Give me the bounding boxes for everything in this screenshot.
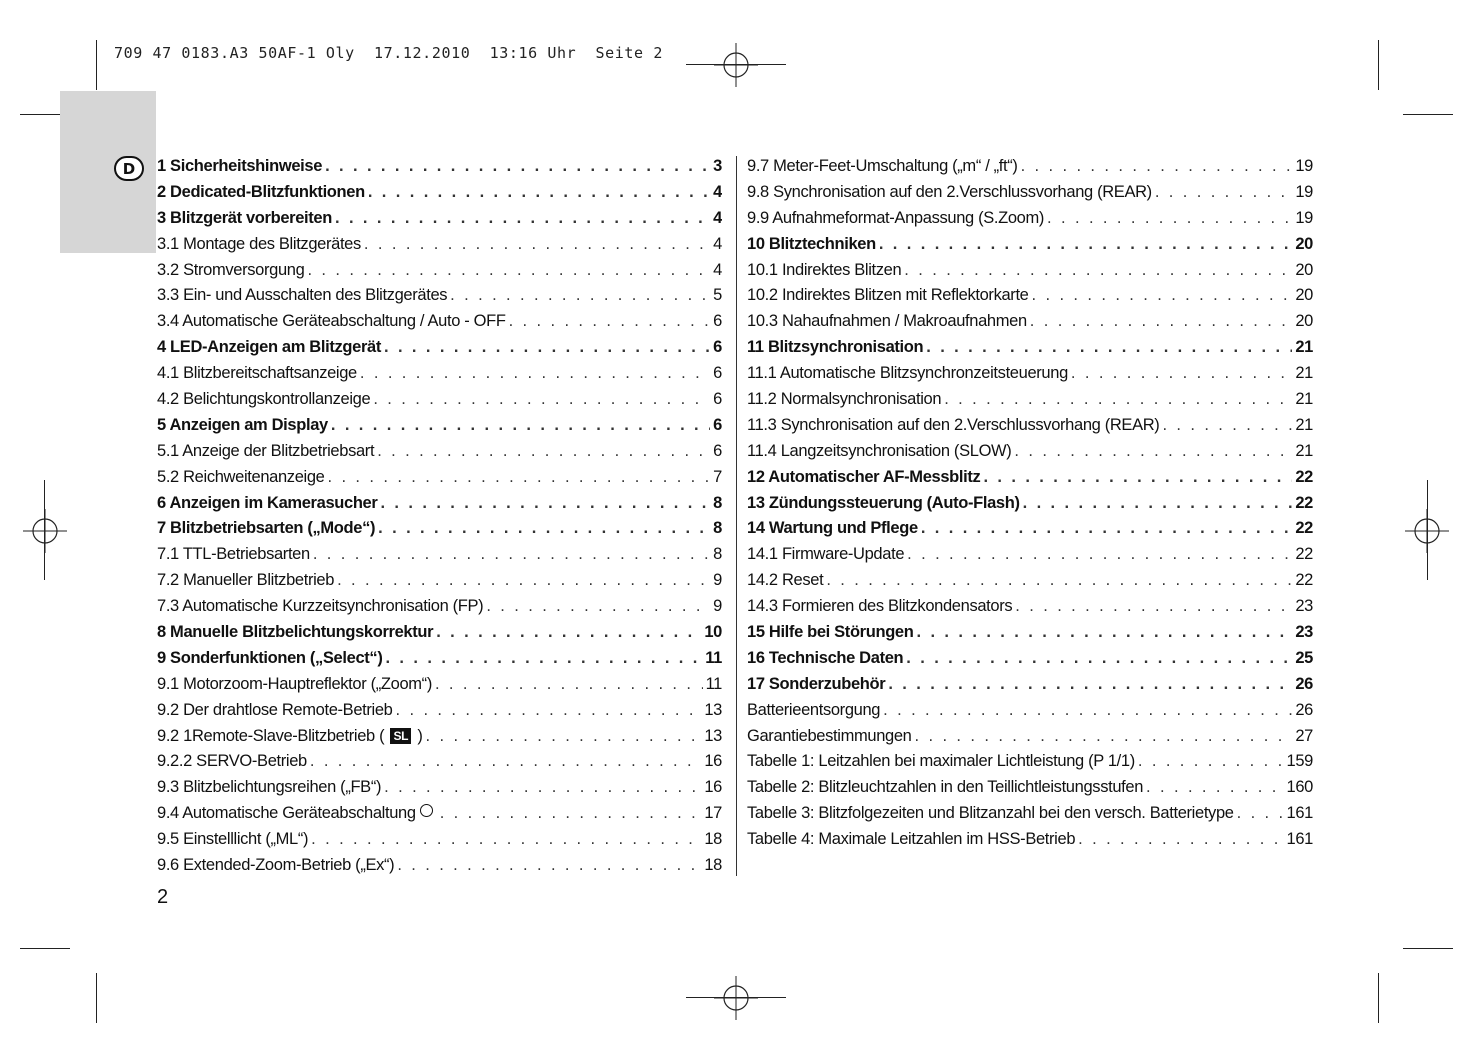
toc-entry[interactable] [157, 801, 722, 827]
toc-chapter-entry[interactable] [157, 516, 722, 542]
toc-entry-title [157, 258, 304, 284]
timer-icon [420, 804, 433, 817]
toc-entry-title-text: 9.6 Extended-Zoom-Betrieb („Ex“) [157, 856, 395, 875]
toc-page-number: 4 [713, 260, 722, 279]
toc-page-number: 4 [713, 234, 722, 253]
toc-entry[interactable] [157, 853, 722, 879]
toc-entry-title [157, 232, 361, 258]
toc-entry-title-text: 9.8 Synchronisation auf den 2.Verschlussvorhang (REAR) [747, 182, 1152, 201]
toc-entry-title-text: 14 Wartung und Pflege [747, 519, 918, 538]
registration-mark-left-icon [23, 509, 67, 553]
toc-dot-leader [1237, 801, 1284, 827]
toc-dot-leader [337, 568, 710, 594]
toc-entry[interactable] [157, 749, 722, 775]
toc-page-number: 26 [1295, 674, 1313, 693]
toc-entry-title [747, 335, 923, 361]
toc-dot-leader [1071, 361, 1292, 387]
toc-page-number: 4 [713, 182, 722, 201]
toc-page-number: 22 [1295, 571, 1313, 590]
toc-dot-leader [883, 698, 1292, 724]
toc-entry[interactable] [747, 361, 1313, 387]
toc-entry-title [157, 646, 382, 672]
toc-dot-leader [509, 309, 711, 335]
toc-page-number: 19 [1295, 182, 1313, 201]
toc-dot-leader [926, 335, 1292, 361]
toc-entry[interactable] [747, 827, 1313, 853]
toc-entry-title [747, 491, 1020, 517]
toc-right-column [747, 154, 1313, 853]
toc-entry-title-text: 11 Blitzsynchronisation [747, 338, 924, 357]
toc-dot-leader [313, 542, 710, 568]
toc-entry[interactable] [747, 206, 1313, 232]
toc-page-number: 21 [1295, 415, 1313, 434]
toc-dot-leader [1138, 749, 1284, 775]
toc-dot-leader [907, 542, 1292, 568]
toc-entry[interactable] [157, 698, 722, 724]
toc-page-number: 20 [1295, 260, 1313, 279]
toc-page-number: 20 [1295, 312, 1313, 331]
toc-entry[interactable] [157, 361, 722, 387]
toc-page-number: 6 [713, 338, 722, 357]
toc-entry-title-text: 14.3 Formieren des Blitzkondensators [747, 597, 1013, 616]
toc-page-number: 13 [704, 700, 722, 719]
toc-dot-leader [1078, 827, 1283, 853]
toc-entry-title-text: Tabelle 2: Blitzleuchtzahlen in den Teillichtleistungsstufen [747, 778, 1144, 797]
toc-page-number: 16 [704, 778, 722, 797]
crop-mark-top-right-horizontal [1403, 114, 1453, 115]
toc-dot-leader [879, 232, 1293, 258]
toc-entry[interactable] [747, 180, 1313, 206]
toc-entry-title-text: 5.1 Anzeige der Blitzbetriebsart [157, 441, 375, 460]
toc-entry-title-text: 12 Automatischer AF-Messblitz [747, 467, 981, 486]
toc-page-number: 19 [1295, 208, 1313, 227]
toc-entry-title [157, 361, 357, 387]
toc-chapter-entry[interactable] [747, 620, 1313, 646]
toc-entry-title-text: 15 Hilfe bei Störungen [747, 623, 914, 642]
toc-entry[interactable] [157, 672, 722, 698]
toc-dot-leader [311, 827, 701, 853]
toc-dot-leader [310, 749, 701, 775]
toc-entry[interactable] [747, 439, 1313, 465]
toc-entry-title [157, 309, 506, 335]
toc-entry-title [747, 258, 901, 284]
toc-entry-title-text: 9.1 Motorzoom-Hauptreflektor („Zoom“) [157, 674, 432, 693]
toc-page-number: 3 [713, 157, 722, 175]
toc-page-number: 20 [1295, 234, 1313, 253]
toc-dot-leader [904, 258, 1292, 284]
toc-dot-leader [440, 801, 702, 827]
toc-entry[interactable] [157, 542, 722, 568]
toc-dot-leader [385, 646, 702, 672]
toc-entry[interactable] [157, 439, 722, 465]
toc-page-number: 6 [713, 312, 722, 331]
toc-entry[interactable] [747, 309, 1313, 335]
page-number: 2 [157, 886, 169, 908]
toc-dot-leader [944, 387, 1292, 413]
toc-chapter-entry[interactable] [157, 335, 722, 361]
toc-entry-title-text: 4 LED-Anzeigen am Blitzgerät [157, 338, 381, 357]
toc-chapter-entry[interactable] [157, 180, 722, 206]
toc-entry-title [747, 594, 1012, 620]
toc-chapter-entry[interactable] [157, 646, 722, 672]
toc-page-number: 10 [704, 623, 722, 642]
toc-page-number: 20 [1295, 286, 1313, 305]
toc-dot-leader [1021, 154, 1293, 180]
toc-entry[interactable] [747, 387, 1313, 413]
toc-page-number: 6 [713, 390, 722, 409]
toc-dot-leader [360, 361, 710, 387]
toc-entry-title-text: 9.2 Der drahtlose Remote-Betrieb [157, 700, 393, 719]
toc-entry-title-text: 13 Zündungssteuerung (Auto-Flash) [747, 493, 1020, 512]
toc-entry[interactable] [747, 594, 1313, 620]
toc-entry-title-text: 11.2 Normalsynchronisation [747, 390, 942, 409]
toc-entry[interactable] [747, 749, 1313, 775]
toc-entry-title [747, 387, 941, 413]
toc-entry-title-text: 3.2 Stromversorgung [157, 260, 305, 279]
toc-entry[interactable] [157, 465, 722, 491]
toc-entry-title-text: 4.2 Belichtungskontrollanzeige [157, 390, 371, 409]
toc-page-number: 18 [704, 856, 722, 875]
toc-page-number: 17 [704, 804, 722, 823]
toc-dot-leader [373, 387, 710, 413]
toc-chapter-entry[interactable] [157, 206, 722, 232]
toc-dot-leader [1032, 283, 1293, 309]
toc-entry-title [157, 439, 374, 465]
toc-dot-leader [906, 646, 1292, 672]
toc-entry-title [747, 361, 1068, 387]
toc-entry-title [157, 335, 381, 361]
toc-entry-title-text: 2 Dedicated-Blitzfunktionen [157, 182, 365, 201]
toc-page-number: 22 [1295, 545, 1313, 564]
toc-page-number: 5 [713, 286, 722, 305]
toc-entry-title [157, 283, 447, 309]
toc-page-number: 9 [713, 597, 722, 616]
toc-entry-title-text: 7.2 Manueller Blitzbetrieb [157, 571, 335, 590]
toc-page-number: 9 [713, 571, 722, 590]
toc-dot-leader [331, 413, 710, 439]
toc-chapter-entry[interactable] [157, 154, 722, 180]
toc-page-number: 26 [1295, 700, 1313, 719]
toc-page-number: 11 [705, 648, 722, 667]
toc-page-number: 21 [1295, 390, 1313, 409]
toc-dot-leader [450, 283, 710, 309]
toc-entry-title-text: 6 Anzeigen im Kamerasucher [157, 493, 378, 512]
toc-entry-title-text: 9.4 Automatische Geräteabschaltung [157, 804, 416, 823]
toc-page-number: 6 [713, 415, 722, 434]
toc-page-number: 11 [705, 674, 722, 693]
toc-page-number: 27 [1295, 726, 1313, 745]
crop-mark-bottom-right-horizontal [1403, 948, 1453, 949]
toc-entry-title [747, 309, 1027, 335]
toc-entry-title-text: 4.1 Blitzbereitschaftsanzeige [157, 364, 357, 383]
toc-entry-title [747, 516, 918, 542]
toc-entry-title-text: 9.9 Aufnahmeformat-Anpassung (S.Zoom) [747, 208, 1045, 227]
toc-entry[interactable] [747, 568, 1313, 594]
toc-entry-title [157, 206, 332, 232]
toc-page-number: 21 [1295, 338, 1313, 357]
toc-page-number: 23 [1295, 623, 1313, 642]
registration-mark-right-icon [1405, 509, 1449, 553]
toc-dot-leader [396, 698, 702, 724]
toc-entry-title [157, 465, 325, 491]
toc-dot-leader [1162, 413, 1292, 439]
toc-dot-leader [1015, 594, 1292, 620]
toc-page-number: 13 [704, 726, 722, 745]
toc-entry[interactable] [157, 724, 722, 750]
crop-mark-top-left-vertical [96, 40, 97, 90]
toc-entry-title [747, 206, 1044, 232]
toc-page-number: 8 [713, 519, 722, 538]
toc-entry[interactable] [157, 283, 722, 309]
toc-entry-title-text: 9.2 1Remote-Slave-Blitzbetrieb ( [157, 726, 385, 745]
toc-dot-leader [325, 154, 710, 180]
toc-chapter-entry[interactable] [157, 620, 722, 646]
toc-dot-leader [368, 180, 710, 206]
crop-mark-top-right-vertical [1378, 40, 1379, 90]
toc-page-number: 18 [704, 830, 722, 849]
toc-chapter-entry[interactable] [747, 646, 1313, 672]
toc-page-number: 22 [1295, 519, 1313, 538]
toc-page-number: 8 [713, 493, 722, 512]
toc-entry-title [747, 646, 903, 672]
toc-page-number: 8 [713, 545, 722, 564]
toc-entry[interactable] [747, 283, 1313, 309]
toc-entry-title [157, 491, 377, 517]
toc-entry-title-text: 17 Sonderzubehör [747, 674, 886, 693]
toc-dot-leader [328, 465, 711, 491]
toc-entry-title-text: 3.4 Automatische Geräteabschaltung / Auto - OFF [157, 312, 506, 331]
toc-dot-leader [397, 853, 701, 879]
print-header: 709 47 0183.A3 50AF-1 Oly 17.12.2010 13:16 Uhr Seite 2 [114, 44, 663, 62]
toc-entry-title-text: 9.7 Meter-Feet-Umschaltung („m“ / „ft“) [747, 157, 1018, 175]
toc-page-number: 159 [1286, 752, 1313, 771]
toc-entry[interactable] [747, 801, 1313, 827]
toc-entry[interactable] [157, 775, 722, 801]
toc-entry-title [157, 516, 375, 542]
toc-dot-leader [378, 516, 710, 542]
toc-entry-title [157, 594, 483, 620]
toc-entry-title-text: 8 Manuelle Blitzbelichtungskorrektur [157, 623, 434, 642]
toc-entry-title [747, 283, 1029, 309]
toc-entry-title-text: 14.1 Firmware-Update [747, 545, 905, 564]
column-divider [736, 156, 737, 876]
toc-entry[interactable] [747, 154, 1313, 180]
toc-entry-title [747, 439, 1011, 465]
toc-entry-title [747, 568, 823, 594]
toc-chapter-entry[interactable] [747, 516, 1313, 542]
toc-entry-title-text: 10.3 Nahaufnahmen / Makroaufnahmen [747, 312, 1027, 331]
toc-page-number: 16 [704, 752, 722, 771]
toc-entry[interactable] [157, 387, 722, 413]
crop-mark-bottom-left-horizontal [20, 948, 70, 949]
toc-entry-title [747, 672, 885, 698]
toc-entry-title [747, 775, 1143, 801]
toc-entry-title-text: 7 Blitzbetriebsarten („Mode“) [157, 519, 376, 538]
toc-entry-title [157, 568, 334, 594]
toc-dot-leader [435, 672, 703, 698]
toc-entry[interactable] [747, 724, 1313, 750]
toc-entry-title-text: 3.3 Ein- und Ausschalten des Blitzgerätes [157, 286, 448, 305]
toc-dot-leader [335, 206, 710, 232]
toc-entry-title [157, 542, 310, 568]
toc-page-number: 161 [1286, 830, 1313, 849]
toc-dot-leader [364, 232, 710, 258]
toc-entry-title-text: 3 Blitzgerät vorbereiten [157, 208, 332, 227]
toc-entry-title [157, 775, 381, 801]
toc-chapter-entry[interactable] [747, 491, 1313, 517]
toc-entry-title-text: 10.2 Indirektes Blitzen mit Reflektorkarte [747, 286, 1029, 305]
sl-badge: SL [390, 728, 411, 744]
toc-page-number: 7 [713, 467, 722, 486]
crop-mark-bottom-left-vertical [96, 973, 97, 1023]
toc-entry-title [747, 698, 880, 724]
toc-chapter-entry[interactable] [747, 232, 1313, 258]
toc-entry-title [747, 413, 1159, 439]
toc-entry-title-text: Batterieentsorgung [747, 700, 881, 719]
toc-entry[interactable] [157, 232, 722, 258]
toc-entry-title-text: 5 Anzeigen am Display [157, 415, 328, 434]
toc-entry-title-text: Garantiebestimmungen [747, 726, 912, 745]
toc-entry-title-text: 7.3 Automatische Kurzzeitsynchronisation (FP) [157, 597, 484, 616]
toc-entry-title-text: 9.5 Einstelllicht („ML“) [157, 830, 309, 849]
toc-entry-title [747, 827, 1075, 853]
toc-page-number: 6 [713, 441, 722, 460]
toc-entry[interactable] [747, 413, 1313, 439]
toc-entry-title [157, 387, 370, 413]
toc-entry-title [157, 672, 432, 698]
toc-dot-leader [307, 258, 710, 284]
toc-dot-leader [380, 491, 710, 517]
toc-entry-title-text: 10.1 Indirektes Blitzen [747, 260, 902, 279]
toc-dot-leader [917, 620, 1293, 646]
toc-dot-leader [983, 465, 1292, 491]
toc-chapter-entry[interactable] [157, 491, 722, 517]
toc-entry-title [747, 620, 914, 646]
toc-page-number: 160 [1286, 778, 1313, 797]
toc-page-number: 23 [1295, 597, 1313, 616]
toc-entry[interactable] [157, 258, 722, 284]
toc-chapter-entry[interactable] [747, 465, 1313, 491]
toc-dot-leader [921, 516, 1293, 542]
toc-entry-title [157, 749, 307, 775]
toc-entry-title-text: Tabelle 3: Blitzfolgezeiten und Blitzanzahl bei den versch. Batterietype [747, 804, 1234, 823]
toc-dot-leader [1146, 775, 1283, 801]
toc-page-number: 19 [1295, 157, 1313, 175]
toc-dot-leader [1023, 491, 1293, 517]
toc-entry[interactable] [157, 568, 722, 594]
toc-entry[interactable] [747, 775, 1313, 801]
toc-entry-title-text: 5.2 Reichweitenanzeige [157, 467, 325, 486]
toc-dot-leader [436, 620, 701, 646]
toc-entry-title [747, 542, 904, 568]
language-badge: D [114, 156, 144, 181]
toc-dot-leader [377, 439, 710, 465]
toc-entry-title-text: 9 Sonderfunktionen („Select“) [157, 648, 383, 667]
crop-mark-bottom-right-vertical [1378, 973, 1379, 1023]
toc-page-number: 4 [713, 208, 722, 227]
toc-entry-title-text: 7.1 TTL-Betriebsarten [157, 545, 310, 564]
toc-entry-title [157, 180, 365, 206]
toc-entry-title [157, 827, 308, 853]
toc-page-number: 6 [713, 364, 722, 383]
toc-chapter-entry[interactable] [747, 672, 1313, 698]
toc-entry[interactable] [157, 594, 722, 620]
toc-page-number: 22 [1295, 493, 1313, 512]
toc-dot-leader [1014, 439, 1292, 465]
toc-entry-title-text: 16 Technische Daten [747, 648, 904, 667]
toc-entry-title-text: 10 Blitztechniken [747, 234, 876, 253]
toc-page-number: 22 [1295, 467, 1313, 486]
toc-entry-title [747, 232, 876, 258]
toc-dot-leader [915, 724, 1293, 750]
toc-dot-leader [826, 568, 1292, 594]
toc-dot-leader [1155, 180, 1293, 206]
toc-chapter-entry[interactable] [747, 335, 1313, 361]
toc-entry-title-text: Tabelle 4: Maximale Leitzahlen im HSS-Betrieb [747, 830, 1076, 849]
toc-dot-leader [1047, 206, 1292, 232]
toc-entry[interactable] [747, 258, 1313, 284]
toc-entry-title-text: 9.2.2 SERVO-Betrieb [157, 752, 307, 771]
toc-entry-title [157, 724, 423, 750]
toc-entry-title-text: 3.1 Montage des Blitzgerätes [157, 234, 361, 253]
toc-chapter-entry[interactable] [157, 413, 722, 439]
toc-entry[interactable] [747, 698, 1313, 724]
toc-entry-title [157, 620, 433, 646]
toc-entry-title-text: 1 Sicherheitshinweise [157, 157, 323, 175]
toc-page-number: 21 [1295, 441, 1313, 460]
toc-entry-title-end: ) [417, 726, 423, 745]
toc-dot-leader [426, 724, 702, 750]
toc-page-number: 161 [1286, 804, 1313, 823]
toc-entry-title-text: 11.1 Automatische Blitzsynchronzeitsteuerung [747, 364, 1068, 383]
toc-entry-title [157, 698, 393, 724]
toc-entry-title [747, 180, 1152, 206]
toc-entry-title [747, 154, 1018, 180]
toc-entry-title-text: 11.4 Langzeitsynchronisation (SLOW) [747, 441, 1012, 460]
toc-entry-title [747, 465, 980, 491]
toc-entry-title [157, 853, 394, 879]
toc-entry[interactable] [747, 542, 1313, 568]
registration-mark-bottom-icon [714, 976, 758, 1020]
toc-dot-leader [1030, 309, 1293, 335]
toc-entry-title [157, 801, 437, 827]
toc-entry-title [747, 749, 1135, 775]
toc-entry[interactable] [157, 309, 722, 335]
toc-entry[interactable] [157, 827, 722, 853]
toc-entry-title [747, 724, 912, 750]
toc-left-column [157, 154, 722, 879]
registration-mark-top-icon [714, 43, 758, 87]
toc-entry-title-text: 11.3 Synchronisation auf den 2.Verschlussvorhang (REAR) [747, 415, 1160, 434]
toc-dot-leader [486, 594, 710, 620]
toc-dot-leader [384, 335, 710, 361]
toc-entry-title [157, 413, 328, 439]
toc-entry-title-text: Tabelle 1: Leitzahlen bei maximaler Lichtleistung (P 1/1) [747, 752, 1135, 771]
toc-entry-title [157, 154, 322, 180]
toc-dot-leader [384, 775, 701, 801]
toc-entry-title-text: 9.3 Blitzbelichtungsreihen („FB“) [157, 778, 382, 797]
toc-dot-leader [888, 672, 1292, 698]
toc-page-number: 25 [1295, 648, 1313, 667]
toc-entry-title-text: 14.2 Reset [747, 571, 824, 590]
toc-page-number: 21 [1295, 364, 1313, 383]
toc-entry-title [747, 801, 1234, 827]
